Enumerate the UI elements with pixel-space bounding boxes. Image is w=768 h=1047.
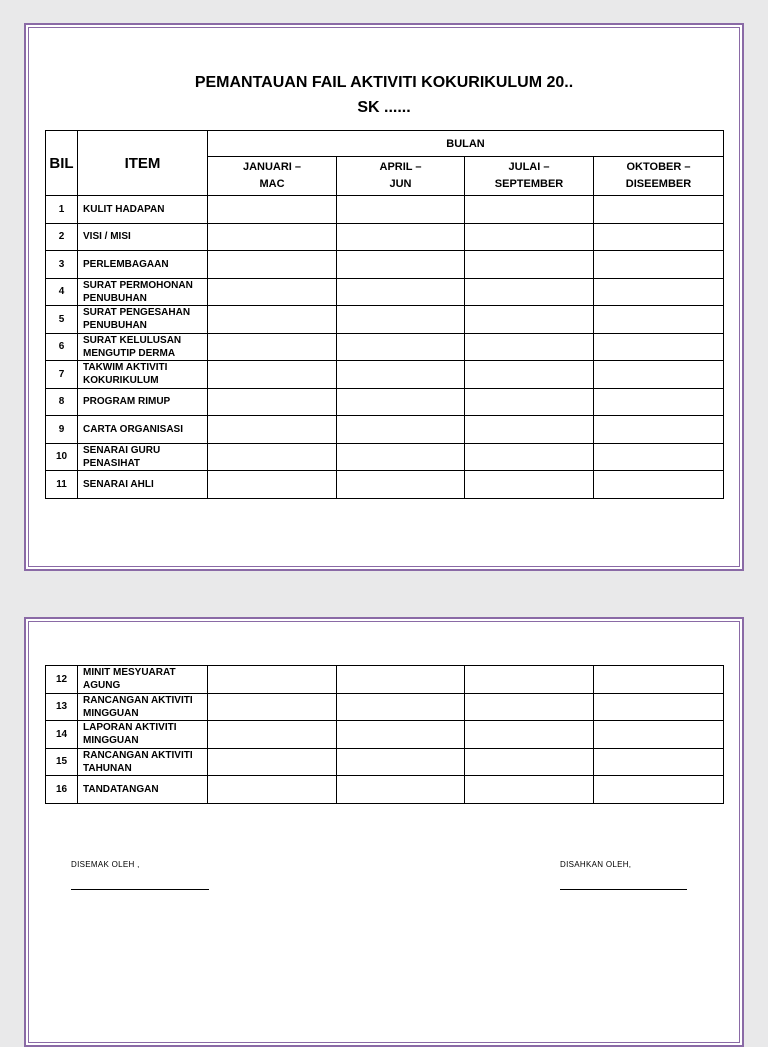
header-month-q3-line1: JULAI – bbox=[508, 161, 550, 173]
checkbox-cell-q2[interactable] bbox=[337, 666, 465, 694]
header-month-q2 bbox=[337, 157, 465, 196]
table-row bbox=[46, 251, 724, 279]
row-number: 16 bbox=[46, 776, 78, 804]
checkbox-cell-q2[interactable] bbox=[337, 748, 465, 776]
table-row bbox=[46, 388, 724, 416]
row-item-label: PROGRAM RIMUP bbox=[78, 388, 208, 416]
row-number: 13 bbox=[46, 693, 78, 721]
table-row bbox=[46, 196, 724, 224]
row-number: 10 bbox=[46, 443, 78, 471]
checkbox-cell-q2[interactable] bbox=[337, 306, 465, 334]
row-item-label: SURAT KELULUSAN MENGUTIP DERMA bbox=[78, 333, 208, 361]
header-bil: BIL bbox=[46, 131, 78, 196]
header-month-q1 bbox=[208, 157, 337, 196]
checkbox-cell-q2[interactable] bbox=[337, 196, 465, 224]
table-row bbox=[46, 748, 724, 776]
disemak-signature-line bbox=[71, 889, 209, 890]
table-row bbox=[46, 443, 724, 471]
checkbox-cell-q4[interactable] bbox=[594, 251, 724, 279]
checkbox-cell-q2[interactable] bbox=[337, 333, 465, 361]
checkbox-cell-q2[interactable] bbox=[337, 388, 465, 416]
checkbox-cell-q2[interactable] bbox=[337, 223, 465, 251]
row-item-label: TANDATANGAN bbox=[78, 776, 208, 804]
table-row bbox=[46, 278, 724, 306]
row-number: 9 bbox=[46, 416, 78, 444]
row-item-label: CARTA ORGANISASI bbox=[78, 416, 208, 444]
checkbox-cell-q1[interactable] bbox=[208, 223, 337, 251]
checkbox-cell-q4[interactable] bbox=[594, 223, 724, 251]
checkbox-cell-q3[interactable] bbox=[465, 693, 594, 721]
row-item-label: SURAT PERMOHONAN PENUBUHAN bbox=[78, 278, 208, 306]
checkbox-cell-q3[interactable] bbox=[465, 278, 594, 306]
row-item-label: SENARAI GURU PENASIHAT bbox=[78, 443, 208, 471]
checkbox-cell-q3[interactable] bbox=[465, 666, 594, 694]
table-row bbox=[46, 361, 724, 389]
checkbox-cell-q2[interactable] bbox=[337, 361, 465, 389]
document-title: PEMANTAUAN FAIL AKTIVITI KOKURIKULUM 20.. bbox=[194, 74, 574, 91]
table-row bbox=[46, 306, 724, 334]
row-item-label: MINIT MESYUARAT AGUNG bbox=[78, 666, 208, 694]
row-number: 15 bbox=[46, 748, 78, 776]
checkbox-cell-q4[interactable] bbox=[594, 196, 724, 224]
checkbox-cell-q1[interactable] bbox=[208, 748, 337, 776]
checkbox-cell-q3[interactable] bbox=[465, 443, 594, 471]
checkbox-cell-q2[interactable] bbox=[337, 251, 465, 279]
row-number: 11 bbox=[46, 471, 78, 499]
table-row bbox=[46, 693, 724, 721]
row-number: 6 bbox=[46, 333, 78, 361]
row-item-label: KULIT HADAPAN bbox=[78, 196, 208, 224]
row-number: 3 bbox=[46, 251, 78, 279]
checkbox-cell-q3[interactable] bbox=[465, 361, 594, 389]
monitoring-table-continued bbox=[45, 665, 724, 804]
row-item-label: SENARAI AHLI bbox=[78, 471, 208, 499]
checkbox-cell-q3[interactable] bbox=[465, 251, 594, 279]
checkbox-cell-q4[interactable] bbox=[594, 306, 724, 334]
disahkan-label: DISAHKAN OLEH, bbox=[560, 860, 632, 869]
checkbox-cell-q3[interactable] bbox=[465, 223, 594, 251]
checkbox-cell-q4[interactable] bbox=[594, 333, 724, 361]
checkbox-cell-q4[interactable] bbox=[594, 666, 724, 694]
checkbox-cell-q4[interactable] bbox=[594, 721, 724, 749]
checkbox-cell-q2[interactable] bbox=[337, 416, 465, 444]
row-item-label: PERLEMBAGAAN bbox=[78, 251, 208, 279]
table-row bbox=[46, 471, 724, 499]
header-month-q4-line2: DISEEMBER bbox=[625, 178, 692, 190]
header-month-q1-line2: MAC bbox=[259, 178, 285, 190]
row-item-label: RANCANGAN AKTIVITI TAHUNAN bbox=[78, 748, 208, 776]
row-number: 7 bbox=[46, 361, 78, 389]
row-number: 4 bbox=[46, 278, 78, 306]
checkbox-cell-q2[interactable] bbox=[337, 471, 465, 499]
header-month-q4-line1: OKTOBER – bbox=[626, 161, 691, 173]
checkbox-cell-q3[interactable] bbox=[465, 721, 594, 749]
checkbox-cell-q3[interactable] bbox=[465, 306, 594, 334]
header-month-q3 bbox=[465, 157, 594, 196]
checkbox-cell-q3[interactable] bbox=[465, 748, 594, 776]
checkbox-cell-q1[interactable] bbox=[208, 416, 337, 444]
checkbox-cell-q3[interactable] bbox=[465, 776, 594, 804]
document-page-2 bbox=[24, 617, 744, 1047]
row-number: 5 bbox=[46, 306, 78, 334]
row-item-label: VISI / MISI bbox=[78, 223, 208, 251]
table-row bbox=[46, 776, 724, 804]
checkbox-cell-q3[interactable] bbox=[465, 388, 594, 416]
checkbox-cell-q2[interactable] bbox=[337, 721, 465, 749]
checkbox-cell-q1[interactable] bbox=[208, 693, 337, 721]
checkbox-cell-q1[interactable] bbox=[208, 443, 337, 471]
checkbox-cell-q1[interactable] bbox=[208, 333, 337, 361]
checkbox-cell-q4[interactable] bbox=[594, 278, 724, 306]
checkbox-cell-q2[interactable] bbox=[337, 776, 465, 804]
checkbox-cell-q3[interactable] bbox=[465, 196, 594, 224]
checkbox-cell-q4[interactable] bbox=[594, 361, 724, 389]
table-row bbox=[46, 333, 724, 361]
row-number: 8 bbox=[46, 388, 78, 416]
checkbox-cell-q3[interactable] bbox=[465, 471, 594, 499]
checkbox-cell-q1[interactable] bbox=[208, 388, 337, 416]
checkbox-cell-q4[interactable] bbox=[594, 693, 724, 721]
header-month-q2-line1: APRIL – bbox=[379, 161, 422, 173]
header-month-q3-line2: SEPTEMBER bbox=[494, 178, 564, 190]
row-item-label: RANCANGAN AKTIVITI MINGGUAN bbox=[78, 693, 208, 721]
row-item-label: TAKWIM AKTIVITI KOKURIKULUM bbox=[78, 361, 208, 389]
row-item-label: LAPORAN AKTIVITI MINGGUAN bbox=[78, 721, 208, 749]
document-page-1 bbox=[24, 23, 744, 571]
checkbox-cell-q1[interactable] bbox=[208, 471, 337, 499]
table-body-page1 bbox=[46, 196, 724, 499]
table-row bbox=[46, 223, 724, 251]
header-bulan: BULAN bbox=[208, 131, 724, 157]
checkbox-cell-q4[interactable] bbox=[594, 443, 724, 471]
checkbox-cell-q1[interactable] bbox=[208, 721, 337, 749]
school-name: SK ...... bbox=[357, 99, 411, 116]
header-month-q4 bbox=[594, 157, 724, 196]
checkbox-cell-q1[interactable] bbox=[208, 278, 337, 306]
table-row bbox=[46, 416, 724, 444]
disemak-label: DISEMAK OLEH , bbox=[71, 860, 140, 869]
checkbox-cell-q1[interactable] bbox=[208, 776, 337, 804]
checkbox-cell-q4[interactable] bbox=[594, 416, 724, 444]
header-month-q2-line2: JUN bbox=[389, 178, 412, 190]
header-month-q1-line1: JANUARI – bbox=[242, 161, 302, 173]
checkbox-cell-q1[interactable] bbox=[208, 196, 337, 224]
checkbox-cell-q3[interactable] bbox=[465, 416, 594, 444]
disahkan-signature-line bbox=[560, 889, 687, 890]
checkbox-cell-q4[interactable] bbox=[594, 776, 724, 804]
checkbox-cell-q1[interactable] bbox=[208, 251, 337, 279]
checkbox-cell-q3[interactable] bbox=[465, 333, 594, 361]
table-body-page2 bbox=[46, 666, 724, 804]
row-item-label: SURAT PENGESAHAN PENUBUHAN bbox=[78, 306, 208, 334]
checkbox-cell-q2[interactable] bbox=[337, 693, 465, 721]
row-number: 2 bbox=[46, 223, 78, 251]
checkbox-cell-q4[interactable] bbox=[594, 748, 724, 776]
row-number: 14 bbox=[46, 721, 78, 749]
table-row bbox=[46, 666, 724, 694]
table-row bbox=[46, 721, 724, 749]
checkbox-cell-q1[interactable] bbox=[208, 306, 337, 334]
monitoring-table bbox=[45, 130, 724, 499]
header-item: ITEM bbox=[78, 131, 208, 196]
checkbox-cell-q1[interactable] bbox=[208, 361, 337, 389]
row-number: 12 bbox=[46, 666, 78, 694]
checkbox-cell-q2[interactable] bbox=[337, 443, 465, 471]
checkbox-cell-q4[interactable] bbox=[594, 471, 724, 499]
checkbox-cell-q2[interactable] bbox=[337, 278, 465, 306]
checkbox-cell-q1[interactable] bbox=[208, 666, 337, 694]
row-number: 1 bbox=[46, 196, 78, 224]
checkbox-cell-q4[interactable] bbox=[594, 388, 724, 416]
